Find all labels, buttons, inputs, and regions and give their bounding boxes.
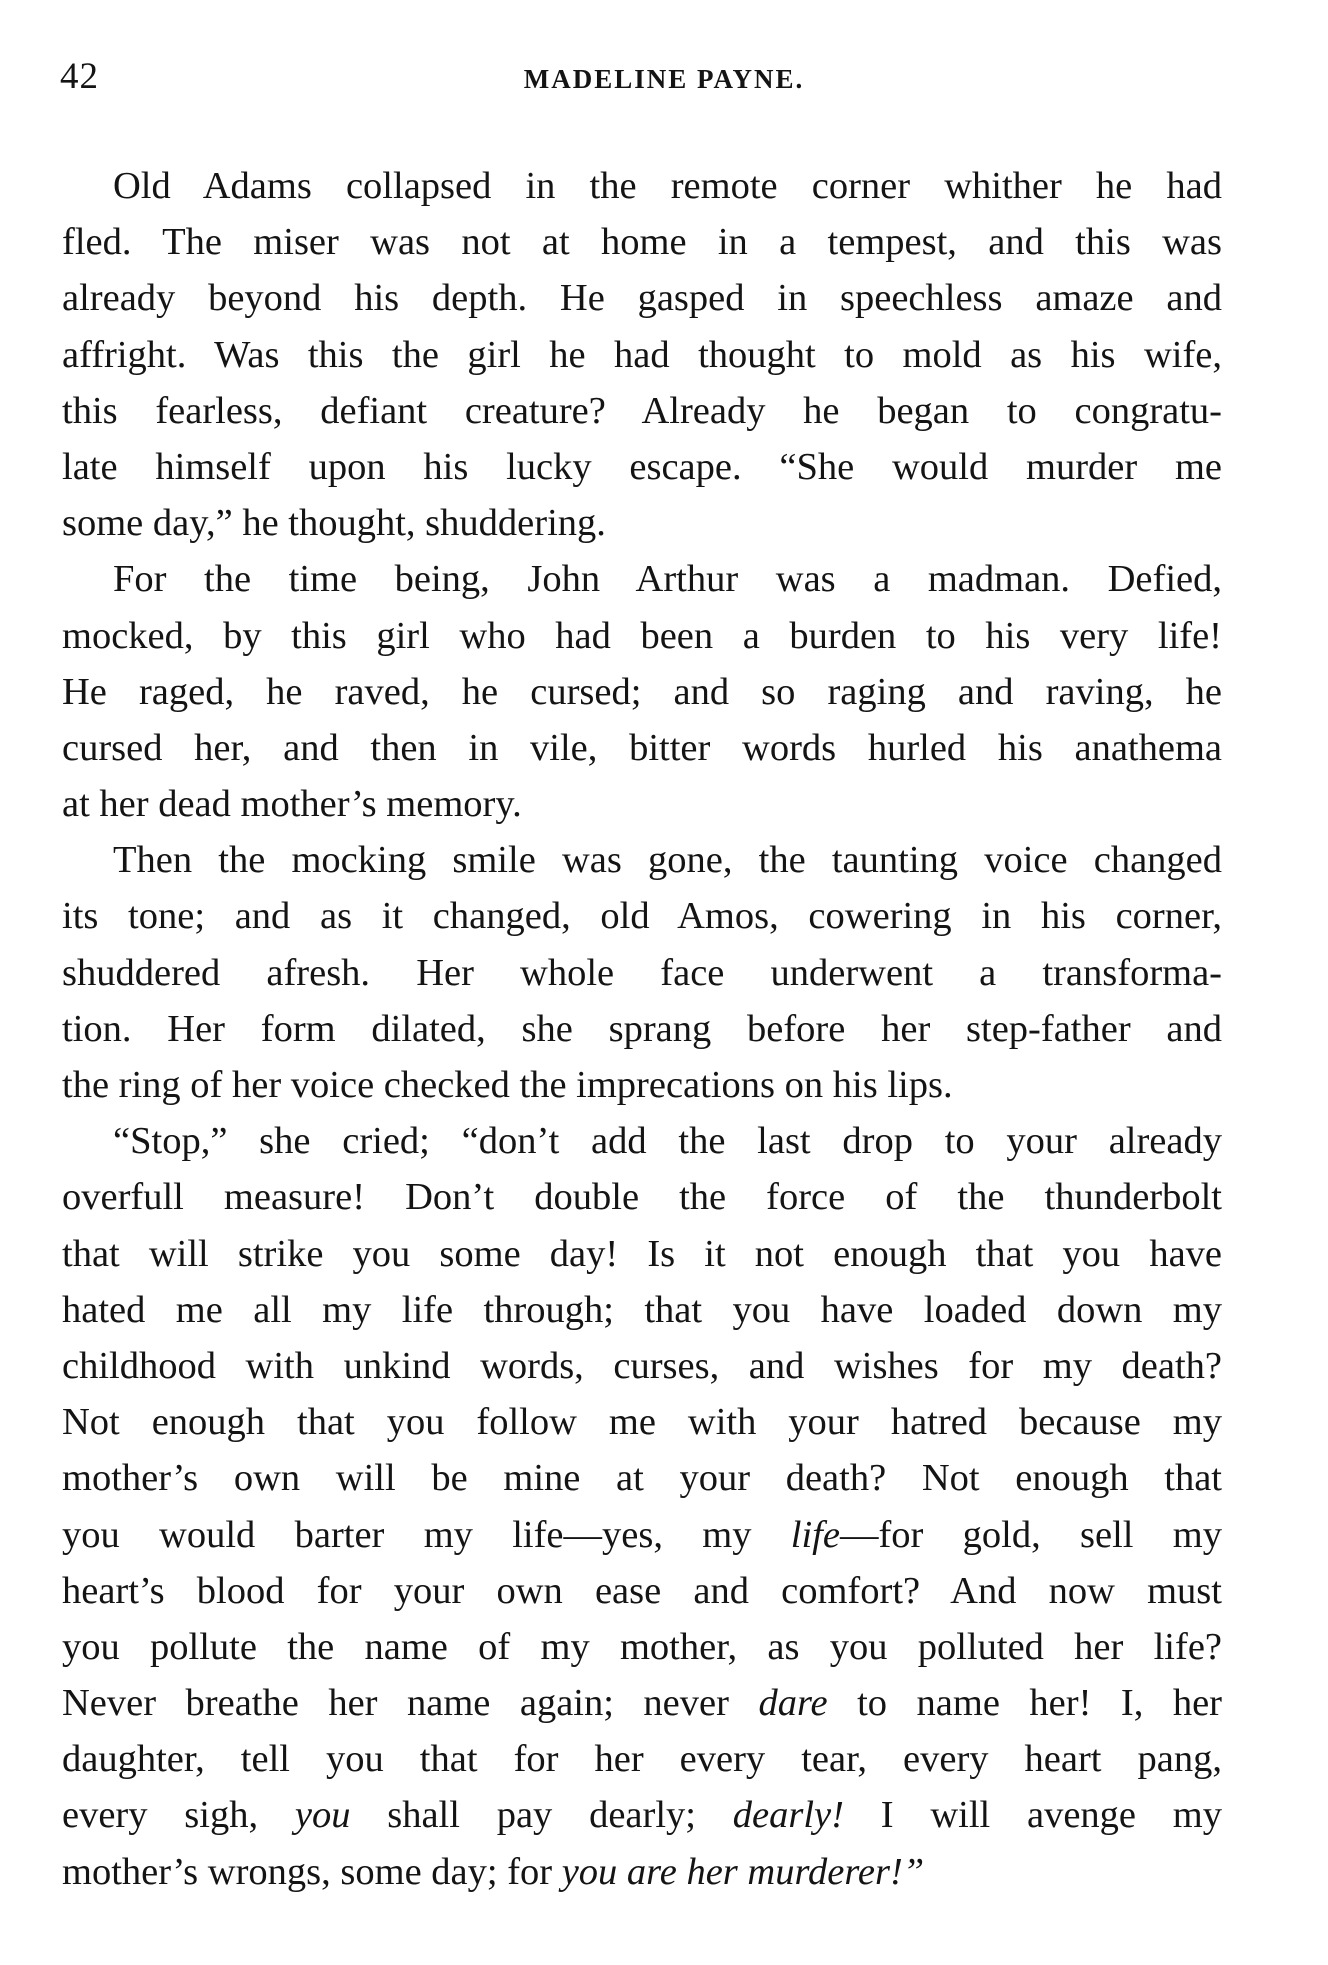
text-line: already beyond his depth. He gasped in speechless amaze and (62, 277, 1222, 320)
text-line: fled. The miser was not at home in a tempest, and this was (62, 221, 1222, 264)
body-text (62, 158, 1222, 1900)
page-number: 42 (60, 56, 99, 97)
text-line: you pollute the name of my mother, as you polluted her life? (62, 1625, 1222, 1668)
text-line: Then the mocking smile was gone, the taunting voice changed (113, 839, 1222, 882)
italic-run: dare (758, 1682, 828, 1725)
text-line: tion. Her form dilated, she sprang before her step-father and (62, 1007, 1222, 1050)
text-line: at her dead mother’s memory. (62, 783, 522, 826)
text-line: some day,” he thought, shuddering. (62, 502, 606, 545)
text-run: I will avenge my (843, 1794, 1222, 1837)
text-line: “Stop,” she cried; “don’t add the last drop to your already (113, 1120, 1222, 1163)
text-line: overfull measure! Don’t double the force of the thunderbolt (62, 1176, 1222, 1219)
text-run: mother’s wrongs, some day; for (62, 1850, 562, 1893)
text-run: —for gold, sell my (839, 1513, 1223, 1556)
text-line: For the time being, John Arthur was a madman. Defied, (113, 558, 1222, 601)
text-line: hated me all my life through; that you have loaded down my (62, 1288, 1222, 1331)
text-line: its tone; and as it changed, old Amos, cowering in his corner, (62, 895, 1222, 938)
text-line: this fearless, defiant creature? Already he began to congratu- (62, 389, 1222, 432)
text-line: Not enough that you follow me with your hatred because my (62, 1401, 1222, 1444)
text-line (62, 1507, 1222, 1563)
text-line: mother’s own will be mine at your death? Not enough that (62, 1457, 1222, 1500)
text-line (62, 1787, 1222, 1843)
italic-run: you (294, 1794, 351, 1837)
text-run: shall pay dearly; (350, 1794, 733, 1837)
italic-run: life (790, 1513, 840, 1556)
text-line: Old Adams collapsed in the remote corner whither he had (113, 165, 1222, 207)
text-run: every sigh, (62, 1794, 295, 1837)
text-run: to name her! I, her (827, 1682, 1222, 1725)
text-run: you would barter my life—yes, my (62, 1513, 791, 1556)
text-line: heart’s blood for your own ease and comfort? And now must (62, 1569, 1222, 1612)
running-title: MADELINE PAYNE. (523, 64, 805, 94)
text-line: He raged, he raved, he cursed; and so raging and raving, he (62, 670, 1222, 713)
text-line: the ring of her voice checked the imprecations on his lips. (62, 1064, 953, 1106)
text-line (62, 1844, 1222, 1900)
italic-run: you are her murderer!” (561, 1850, 925, 1893)
text-line: shuddered afresh. Her whole face underwent a transforma- (62, 951, 1222, 994)
text-run: Never breathe her name again; never (62, 1682, 759, 1725)
text-line: that will strike you some day! Is it not enough that you have (62, 1232, 1222, 1275)
text-line: childhood with unkind words, curses, and wishes for my death? (62, 1344, 1222, 1387)
text-line: late himself upon his lucky escape. “She would murder me (62, 445, 1222, 488)
text-line: cursed her, and then in vile, bitter words hurled his anathema (62, 726, 1222, 769)
text-line (62, 1675, 1222, 1731)
italic-run: dearly! (732, 1794, 844, 1837)
text-line: daughter, tell you that for her every tear, every heart pang, (62, 1738, 1222, 1781)
text-line: affright. Was this the girl he had thought to mold as his wife, (62, 333, 1222, 376)
text-line: mocked, by this girl who had been a burden to his very life! (62, 614, 1222, 657)
